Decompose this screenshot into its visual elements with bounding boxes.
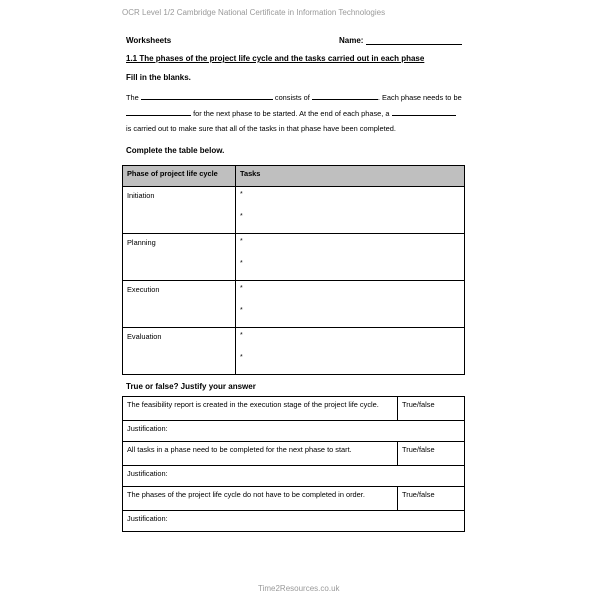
footer-website: Time2Resources.co.uk: [258, 584, 340, 593]
fill-blank-1[interactable]: [141, 92, 273, 100]
fill-line-3: [126, 124, 396, 133]
tasks-cell[interactable]: [236, 234, 465, 281]
statement-text: The feasibility report is created in the execution stage of the project life cycle.: [123, 397, 398, 421]
table-row: [123, 281, 465, 328]
justification-row: [123, 511, 465, 532]
justification-row: [123, 466, 465, 487]
fill-text-1b: consists of: [274, 93, 310, 102]
name-blank-line[interactable]: [366, 44, 462, 45]
phase-name: Execution: [123, 281, 236, 328]
statement-text: All tasks in a phase need to be completed for the next phase to start.: [123, 442, 398, 466]
justification-field[interactable]: Justification:: [123, 466, 465, 487]
phase-table: [122, 165, 465, 375]
document-header: OCR Level 1/2 Cambridge National Certificate in Information Technologies: [122, 8, 386, 17]
statement-text: The phases of the project life cycle do not have to be completed in order.: [123, 487, 398, 511]
fill-text-1c: . Each phase needs to be: [377, 93, 462, 102]
true-false-title: True or false? Justify your answer: [126, 382, 256, 391]
fill-text-1a: The: [126, 93, 139, 102]
justification-row: [123, 421, 465, 442]
section-title: 1.1 The phases of the project life cycle and the tasks carried out in each phase: [126, 54, 425, 63]
statement-row: [123, 487, 465, 511]
task-bullet: *: [240, 213, 243, 220]
fill-blank-2[interactable]: [312, 92, 378, 100]
complete-table-title: Complete the table below.: [126, 146, 225, 155]
phase-name: Initiation: [123, 187, 236, 234]
task-bullet: *: [240, 354, 243, 361]
table-row: [123, 234, 465, 281]
true-false-answer[interactable]: True/false: [398, 487, 465, 511]
fill-text-2a: for the next phase to be started. At the end of each phase, a: [193, 109, 390, 118]
task-bullet: *: [240, 191, 243, 198]
fill-blank-4[interactable]: [392, 108, 456, 116]
table-row: [123, 187, 465, 234]
true-false-answer[interactable]: True/false: [398, 397, 465, 421]
fill-blank-3[interactable]: [126, 108, 191, 116]
fill-line-1: [126, 92, 462, 102]
worksheets-label: Worksheets: [126, 36, 172, 45]
phase-name: Evaluation: [123, 328, 236, 375]
task-bullet: *: [240, 238, 243, 245]
justification-field[interactable]: Justification:: [123, 421, 465, 442]
task-bullet: *: [240, 307, 243, 314]
tasks-cell[interactable]: [236, 187, 465, 234]
tasks-cell[interactable]: [236, 281, 465, 328]
true-false-table: [122, 396, 465, 532]
task-bullet: *: [240, 332, 243, 339]
fill-blanks-title: Fill in the blanks.: [126, 73, 191, 82]
phase-table-header: [123, 166, 465, 187]
task-bullet: *: [240, 260, 243, 267]
task-bullet: *: [240, 285, 243, 292]
name-label: Name:: [339, 36, 364, 45]
tasks-cell[interactable]: [236, 328, 465, 375]
fill-text-3a: is carried out to make sure that all of the tasks in that phase have been completed.: [126, 124, 396, 133]
table-row: [123, 328, 465, 375]
justification-field[interactable]: Justification:: [123, 511, 465, 532]
statement-row: [123, 442, 465, 466]
true-false-answer[interactable]: True/false: [398, 442, 465, 466]
statement-row: [123, 397, 465, 421]
fill-line-2: [126, 108, 456, 118]
phase-name: Planning: [123, 234, 236, 281]
phase-column-header: Phase of project life cycle: [123, 166, 236, 187]
tasks-column-header: Tasks: [236, 166, 465, 187]
